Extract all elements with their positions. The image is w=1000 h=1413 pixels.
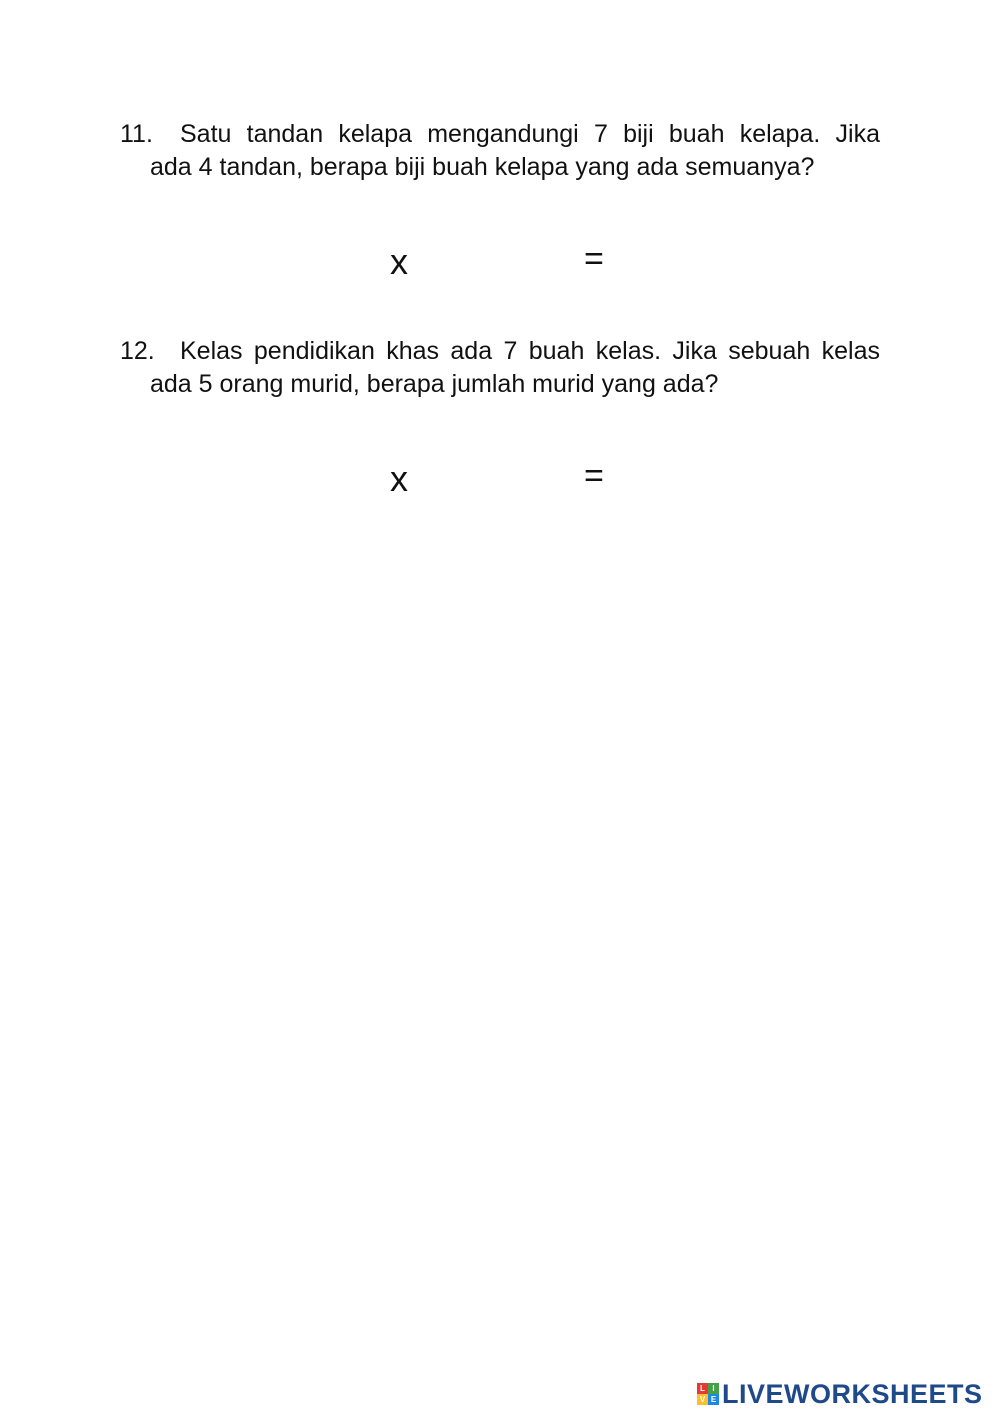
question-12-line1-row bbox=[120, 335, 880, 368]
logo-mark-cell: E bbox=[708, 1394, 719, 1405]
logo-mark-cell: V bbox=[697, 1394, 708, 1405]
question-text-line2: ada 4 tandan, berapa biji buah kelapa yang ada semuanya? bbox=[150, 153, 815, 181]
logo-mark-cell: L bbox=[697, 1383, 708, 1394]
logo-text: LIVEWORKSHEETS bbox=[722, 1378, 983, 1409]
question-number: 11. bbox=[120, 120, 153, 148]
question-11-line1-row bbox=[120, 118, 880, 151]
logo-mark-icon bbox=[697, 1383, 719, 1405]
liveworksheets-logo bbox=[697, 1378, 983, 1410]
question-11 bbox=[120, 118, 880, 184]
logo-mark-cell: I bbox=[708, 1383, 719, 1394]
times-symbol: x bbox=[390, 241, 408, 282]
question-text-line2: ada 5 orang murid, berapa jumlah murid yang ada? bbox=[150, 370, 719, 398]
question-text-line1: Satu tandan kelapa mengandungi 7 biji buah kelapa. Jika bbox=[180, 120, 880, 148]
question-number: 12. bbox=[120, 337, 155, 365]
times-symbol: x bbox=[390, 458, 408, 499]
question-text-line1: Kelas pendidikan khas ada 7 buah kelas. Jika sebuah kelas bbox=[180, 337, 880, 365]
equals-symbol: = bbox=[584, 240, 604, 278]
question-12 bbox=[120, 335, 880, 401]
answer-equation-11 bbox=[0, 240, 1000, 294]
equals-symbol: = bbox=[584, 457, 604, 495]
answer-equation-12 bbox=[0, 457, 1000, 511]
